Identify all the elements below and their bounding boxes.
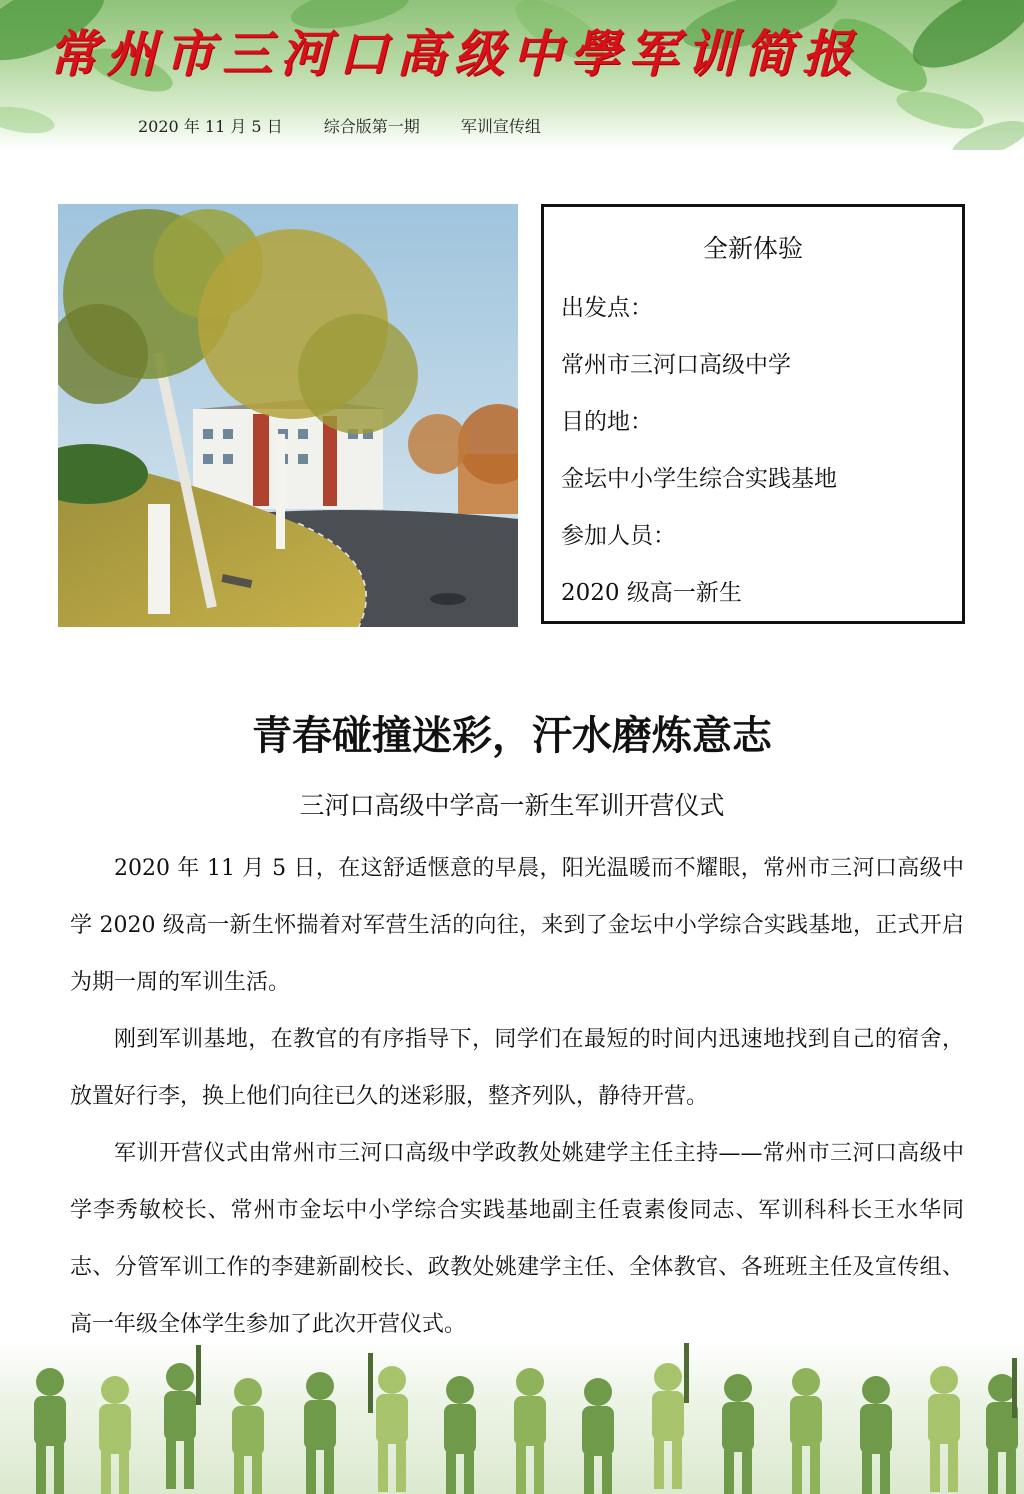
info-line-departure: 常州市三河口高级中学	[561, 352, 791, 378]
article-paragraph: 刚到军训基地，在教官的有序指导下，同学们在最短的时间内迅速地找到自己的宿舍，放置好行李，换上他们向往已久的迷彩服，整齐列队，静待开营。	[70, 1027, 964, 1109]
article-paragraph: 军训开营仪式由常州市三河口高级中学政教处姚建学主任主持——常州市三河口高级中学李秀敏校长、常州市金坛中小学综合实践基地副主任袁素俊同志、军训科科长王水华同志、分管军训工作的李建新副校长、政教处姚建学主任、全体教官、各班班主任及宣传组、高一年级全体学生参加了此次开营仪式。	[70, 1141, 964, 1337]
info-box	[541, 204, 965, 624]
issue-meta	[138, 114, 577, 137]
article-body	[70, 840, 964, 1353]
info-box-title: 全新体验	[702, 234, 803, 263]
info-line-departure-label: 出发点：	[561, 295, 653, 321]
masthead-title: 常州市三河口高级中學军训简报	[48, 24, 860, 83]
info-line-destination: 金坛中小学生综合实践基地	[561, 466, 837, 492]
footer-soldiers-banner	[0, 1340, 1024, 1494]
issue-date: 2020 年 11 月 5 日	[138, 117, 283, 136]
campus-photo	[58, 204, 518, 627]
article-subheadline: 三河口高级中学高一新生军训开营仪式	[299, 791, 725, 820]
article-paragraph: 2020 年 11 月 5 日，在这舒适惬意的早晨，阳光温暖而不耀眼，常州市三河口高级中学 2020 级高一新生怀揣着对军营生活的向往，来到了金坛中小学综合实践基地，正式开启为期一周的军训生活。	[70, 856, 964, 995]
info-line-participants: 2020 级高一新生	[561, 580, 742, 606]
issue-edition: 综合版第一期	[323, 117, 420, 136]
info-line-destination-label: 目的地：	[561, 409, 653, 435]
soldier-silhouettes-icon	[0, 1340, 1024, 1494]
issue-publisher: 军训宣传组	[460, 117, 541, 136]
article-headline: 青春碰撞迷彩，汗水磨炼意志	[252, 713, 772, 759]
info-line-participants-label: 参加人员：	[561, 523, 676, 549]
header-banner	[0, 0, 1024, 150]
